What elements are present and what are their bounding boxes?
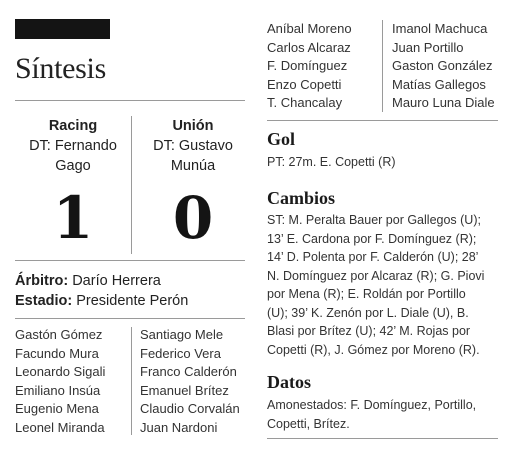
datos-line: Copetti, Brítez. [267,416,350,431]
page-title: Síntesis [15,52,106,85]
team-home-coach-1: DT: Fernando [29,138,117,154]
stadium-name: Presidente Perón [76,293,189,309]
cambios-line: Blasi por Brítez (U); 42’ M. Rojas por [267,324,471,338]
team-away [132,116,254,176]
divider-right-bottom [267,438,498,439]
cambios-line: por Mena (R); E. Roldán por Portillo [267,287,466,301]
stadium-line [15,291,188,311]
list-item: Emanuel Brítez [140,382,229,398]
team-home [15,116,131,176]
list-item: Claudio Corvalán [140,401,240,417]
list-item: F. Domínguez [267,58,348,74]
officials [15,271,188,311]
team-home-name: Racing [48,118,98,134]
datos-line: Amonestados: F. Domínguez, Portillo, [267,398,477,412]
cambios-line: (U); 39’ K. Zenón por L. Diale (U), B. [267,305,469,320]
stadium-label: Estadio: [15,293,73,309]
list-item: Juan Nardoni [140,419,218,435]
divider-top [15,100,245,101]
list-item: Facundo Mura [15,345,99,361]
cambios-text [267,211,507,359]
list-item: Gaston González [392,58,493,74]
team-home-coach-2: Gago [55,158,91,174]
datos-title: Datos [267,372,311,392]
team-away-name: Unión [172,118,214,134]
list-item: Carlos Alcaraz [267,39,351,55]
list-item: Eugenio Mena [15,401,99,417]
list-item: Franco Calderón [140,364,237,380]
list-item: Leonardo Sigali [15,364,106,380]
divider-lineup-left [131,327,132,435]
score-home: 1 [52,184,94,252]
referee-label: Árbitro: [15,273,69,289]
list-item: Mauro Luna Diale [392,95,495,111]
team-away-coach-1: DT: Gustavo [153,138,233,154]
lineup-col-4 [392,20,495,113]
list-item: Gastón Gómez [15,327,103,342]
divider-lineup-right [382,20,383,112]
list-item: Federico Vera [140,345,221,361]
divider-right-players [267,120,498,121]
lineup-col-1 [15,326,105,438]
header-black-bar [15,19,110,39]
referee-name: Darío Herrera [72,273,161,289]
list-item: Emiliano Insúa [15,382,101,398]
gol-title: Gol [267,129,296,149]
list-item: Leonel Miranda [15,419,105,435]
score-away: 0 [172,184,214,252]
cambios-title: Cambios [267,188,336,208]
cambios-line: 13’ E. Cardona por F. Domínguez (R); [267,231,477,246]
list-item: Enzo Copetti [267,76,342,92]
divider-low [15,318,245,319]
cambios-line: Copetti (R), J. Gómez por Moreno (R). [267,342,480,357]
divider-mid [15,260,245,261]
list-item: Santiago Mele [140,327,224,342]
cambios-line: N. Domínguez por Alcaraz (R); G. Piovi [267,268,485,283]
list-item: Juan Portillo [392,39,464,55]
lineup-col-3 [267,20,352,113]
referee-line [15,271,188,291]
lineup-col-2 [140,326,240,438]
list-item: Imanol Machuca [392,21,488,36]
list-item: Matías Gallegos [392,76,486,92]
team-away-coach-2: Munúa [170,158,216,174]
cambios-line: ST: M. Peralta Bauer por Gallegos (U); [267,213,481,227]
list-item: Aníbal Moreno [267,21,352,36]
gol-text: PT: 27m. E. Copetti (R) [267,155,396,169]
cambios-line: 14’ D. Polenta por F. Calderón (U); 28’ [267,250,479,264]
datos-text [267,396,507,433]
list-item: T. Chancalay [267,95,343,111]
